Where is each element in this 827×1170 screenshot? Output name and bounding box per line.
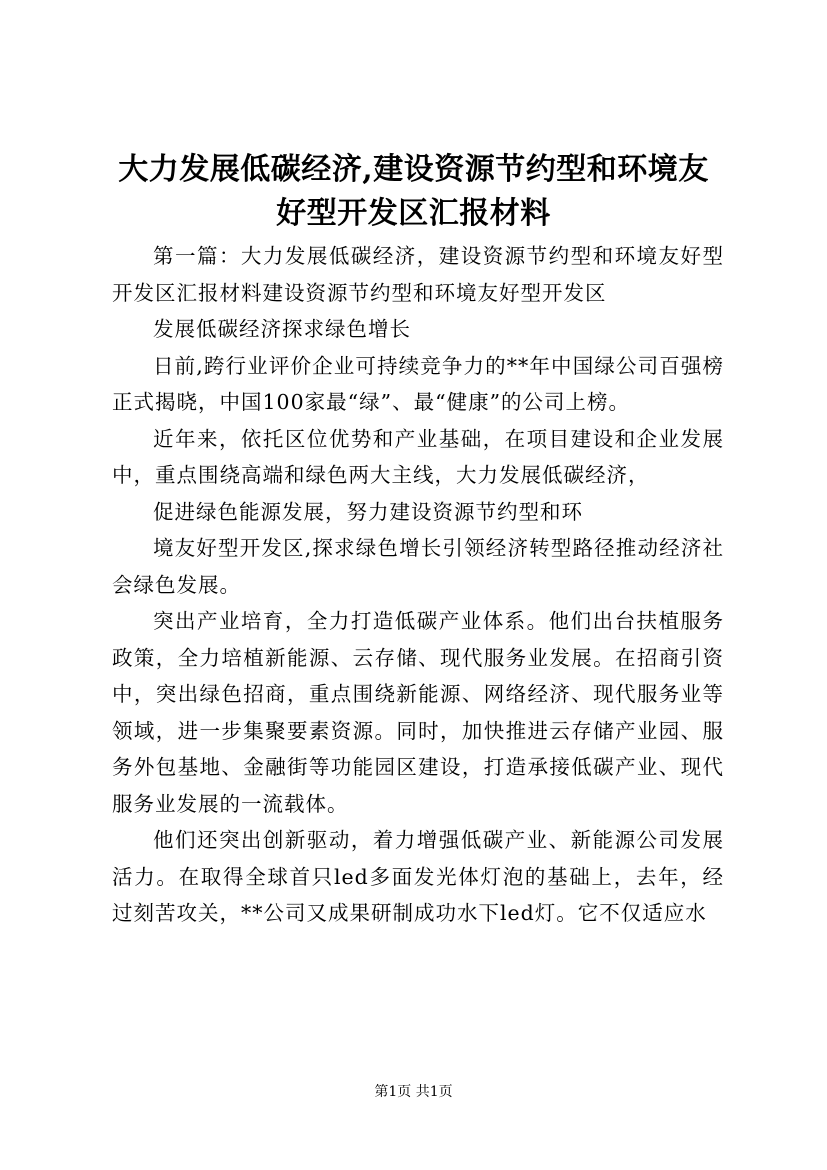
- paragraph-7: 突出产业培育，全力打造低碳产业体系。他们出台扶植服务政策，全力培植新能源、云存储、现代服务业发展。在招商引资中，突出绿色招商，重点围绕新能源、网络经济、现代服务业等领域，进一步集聚要素资源。同时，加快推进云存储产业园、服务外包基地、金融街等功能园区建设，打造承接低碳产业、现代服务业发展的一流载体。: [112, 609, 724, 816]
- title-line-2: 好型开发区汇报材料: [276, 196, 551, 231]
- paragraph-5: 促进绿色能源发展，努力建设资源节约型和环: [153, 499, 583, 524]
- paragraph-6: 境友好型开发区,探求绿色增长引领经济转型路径推动经济社会绿色发展。: [112, 536, 724, 597]
- page-title: [100, 148, 727, 236]
- document-body: [112, 238, 724, 932]
- paragraph-8: 他们还突出创新驱动，着力增强低碳产业、新能源公司发展活力。在取得全球首只led多面发光体灯泡的基础上，去年，经过刻苦攻关，**公司又成果研制成功水下led灯。它不仅适应水: [112, 828, 724, 925]
- paragraph-4: 近年来，依托区位优势和产业基础，在项目建设和企业发展中，重点围绕高端和绿色两大主线，大力发展低碳经济，: [112, 426, 724, 487]
- paragraph-3: 日前,跨行业评价企业可持续竞争力的**年中国绿公司百强榜正式揭晓，中国100家最“绿”、最“健康”的公司上榜。: [112, 353, 724, 414]
- paragraph-1: 第一篇：大力发展低碳经济，建设资源节约型和环境友好型开发区汇报材料建设资源节约型和环境友好型开发区: [112, 244, 724, 305]
- paragraph-2: 发展低碳经济探求绿色增长: [153, 317, 411, 341]
- page-footer: 第1页 共1页: [374, 1084, 453, 1100]
- title-line-1: 大力发展低碳经济,建设资源节约型和环境友: [118, 152, 709, 187]
